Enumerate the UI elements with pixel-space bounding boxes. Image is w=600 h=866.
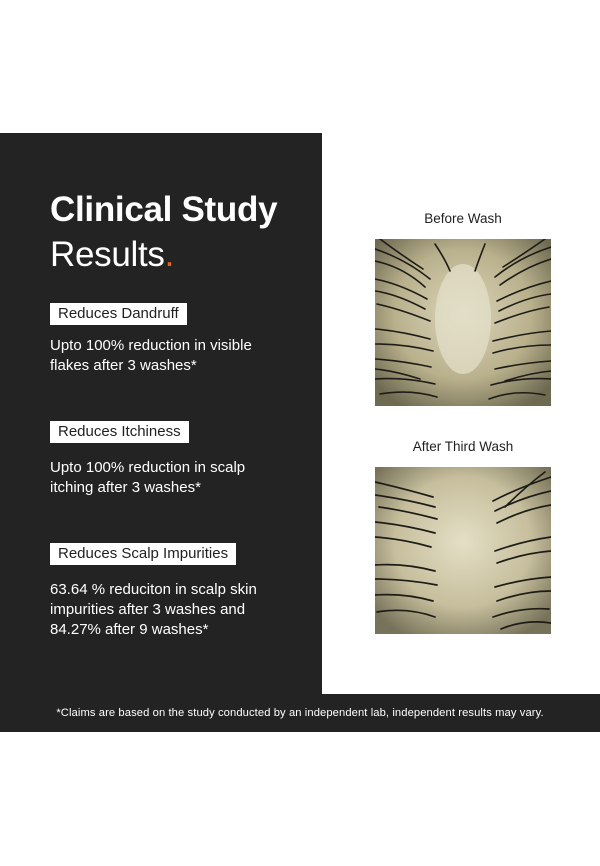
desc-scalp-impurities (50, 580, 257, 640)
before-scalp-illustration (375, 239, 551, 406)
desc-dandruff-line-1: Upto 100% reduction in visible (50, 337, 252, 354)
before-wash-image (375, 239, 551, 406)
desc-itchiness-line-2: itching after 3 washes* (50, 479, 201, 496)
footer-disclaimer: *Claims are based on the study conducted by an independent lab, independent results may vary. (56, 707, 544, 719)
title-results-text: Results (50, 235, 165, 274)
desc-impurities-line-3: 84.27% after 9 washes* (50, 621, 209, 638)
desc-impurities-line-2: impurities after 3 washes and (50, 601, 246, 618)
before-wash-caption: Before Wash (424, 211, 502, 226)
tag-reduces-itchiness: Reduces Itchiness (50, 421, 189, 443)
title-accent-dot: . (164, 235, 175, 274)
after-scalp-illustration (375, 467, 551, 634)
desc-impurities-line-1: 63.64 % reduciton in scalp skin (50, 581, 257, 598)
tag-reduces-scalp-impurities: Reduces Scalp Impurities (50, 543, 236, 565)
desc-dandruff (50, 336, 252, 376)
after-wash-image (375, 467, 551, 634)
title-clinical-study: Clinical Study (50, 190, 278, 229)
tag-reduces-dandruff: Reduces Dandruff (50, 303, 187, 325)
desc-itchiness-line-1: Upto 100% reduction in scalp (50, 459, 246, 476)
footer-bar (0, 694, 600, 732)
after-wash-caption: After Third Wash (412, 439, 514, 454)
title-results (50, 235, 174, 275)
desc-dandruff-line-2: flakes after 3 washes* (50, 357, 197, 374)
desc-itchiness (50, 458, 245, 498)
